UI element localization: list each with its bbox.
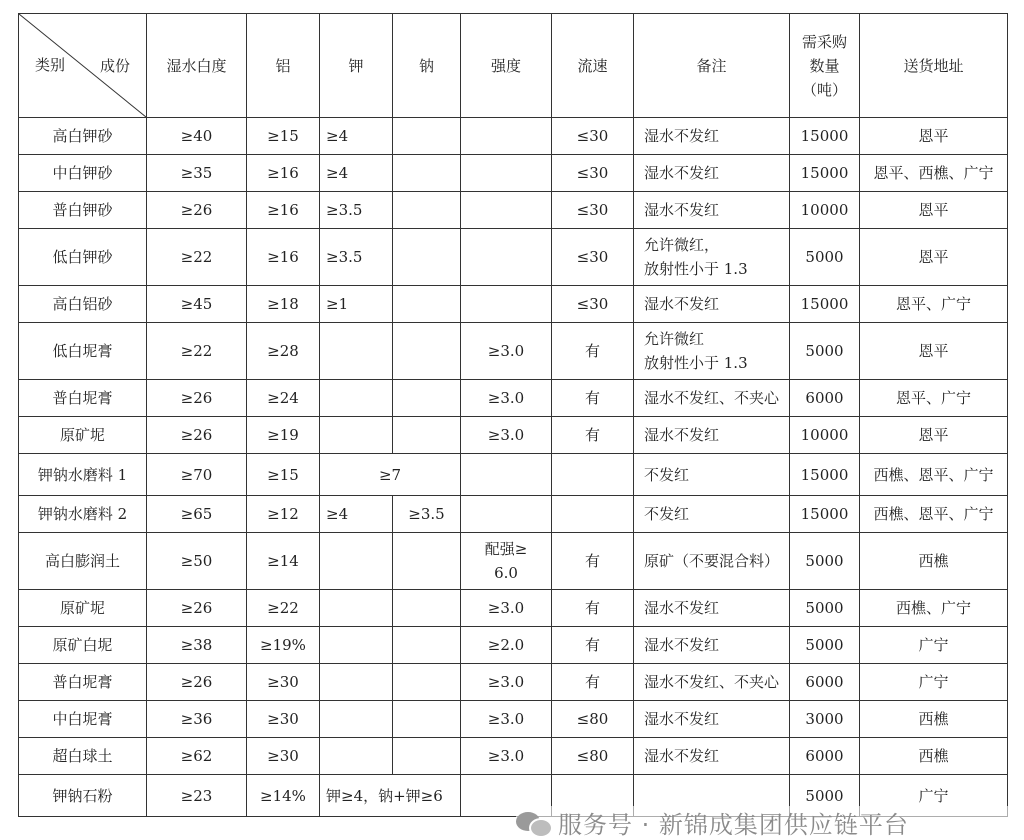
col-header-potassium: 钾 xyxy=(320,14,393,118)
strength-cell xyxy=(461,533,552,590)
address-cell: 广宁 xyxy=(860,664,1008,701)
category-cell: 钾钠石粉 xyxy=(19,775,147,817)
aluminum-cell: ≥30 xyxy=(247,664,320,701)
table-row xyxy=(19,533,1008,590)
strength-cell xyxy=(461,496,552,533)
sodium-cell xyxy=(393,627,461,664)
address-cell: 恩平 xyxy=(860,229,1008,286)
sodium-cell xyxy=(393,738,461,775)
col-header-whiteness: 湿水白度 xyxy=(147,14,247,118)
flow-cell: 有 xyxy=(552,380,634,417)
note-cell: 不发红 xyxy=(634,454,790,496)
category-cell: 普白坭膏 xyxy=(19,664,147,701)
whiteness-cell: ≥26 xyxy=(147,380,247,417)
aluminum-cell: ≥15 xyxy=(247,454,320,496)
wechat-icon xyxy=(516,809,550,837)
flow-cell: ≤30 xyxy=(552,155,634,192)
strength-cell-line1: 配强≥ xyxy=(484,540,528,558)
address-cell: 恩平、广宁 xyxy=(860,286,1008,323)
note-cell: 原矿（不要混合料） xyxy=(634,533,790,590)
corner-header-cell xyxy=(19,14,147,118)
potassium-cell: ≥4 xyxy=(320,496,393,533)
aluminum-cell: ≥18 xyxy=(247,286,320,323)
potassium-cell xyxy=(320,380,393,417)
category-cell: 普白坭膏 xyxy=(19,380,147,417)
table-row xyxy=(19,155,1008,192)
address-cell: 恩平、西樵、广宁 xyxy=(860,155,1008,192)
note-cell-line1: 允许微红 xyxy=(644,330,705,348)
note-cell: 不发红 xyxy=(634,496,790,533)
col-header-aluminum: 铝 xyxy=(247,14,320,118)
potassium-cell: ≥3.5 xyxy=(320,192,393,229)
aluminum-cell: ≥24 xyxy=(247,380,320,417)
aluminum-cell: ≥19 xyxy=(247,417,320,454)
quantity-cell: 5000 xyxy=(790,323,860,380)
quantity-cell: 15000 xyxy=(790,155,860,192)
whiteness-cell: ≥26 xyxy=(147,590,247,627)
quantity-cell: 5000 xyxy=(790,775,860,817)
aluminum-cell: ≥16 xyxy=(247,229,320,286)
sodium-cell xyxy=(393,590,461,627)
note-cell xyxy=(634,229,790,286)
table-row xyxy=(19,417,1008,454)
potassium-cell xyxy=(320,533,393,590)
strength-cell: ≥2.0 xyxy=(461,627,552,664)
table-row xyxy=(19,229,1008,286)
strength-cell-line2: 6.0 xyxy=(494,564,518,582)
sodium-cell xyxy=(393,417,461,454)
category-cell: 超白球土 xyxy=(19,738,147,775)
category-cell: 中白钾砂 xyxy=(19,155,147,192)
table-row xyxy=(19,380,1008,417)
category-cell: 原矿白坭 xyxy=(19,627,147,664)
sodium-cell xyxy=(393,664,461,701)
flow-cell: ≤80 xyxy=(552,701,634,738)
quantity-cell: 15000 xyxy=(790,118,860,155)
sodium-cell: ≥3.5 xyxy=(393,496,461,533)
table-row xyxy=(19,701,1008,738)
address-cell: 广宁 xyxy=(860,775,1008,817)
category-cell: 低白钾砂 xyxy=(19,229,147,286)
quantity-cell: 5000 xyxy=(790,533,860,590)
table-row xyxy=(19,454,1008,496)
quantity-cell: 6000 xyxy=(790,380,860,417)
aluminum-cell: ≥28 xyxy=(247,323,320,380)
flow-cell: 有 xyxy=(552,417,634,454)
aluminum-cell: ≥14 xyxy=(247,533,320,590)
category-cell: 原矿坭 xyxy=(19,590,147,627)
whiteness-cell: ≥26 xyxy=(147,192,247,229)
whiteness-cell: ≥38 xyxy=(147,627,247,664)
category-cell: 低白坭膏 xyxy=(19,323,147,380)
flow-cell: ≤30 xyxy=(552,286,634,323)
note-cell: 湿水不发红 xyxy=(634,192,790,229)
whiteness-cell: ≥23 xyxy=(147,775,247,817)
whiteness-cell: ≥50 xyxy=(147,533,247,590)
whiteness-cell: ≥22 xyxy=(147,323,247,380)
potassium-cell: ≥4 xyxy=(320,118,393,155)
sodium-cell xyxy=(393,155,461,192)
aluminum-cell: ≥22 xyxy=(247,590,320,627)
note-cell: 湿水不发红 xyxy=(634,286,790,323)
note-cell-line1: 允许微红， xyxy=(644,236,720,254)
aluminum-cell: ≥30 xyxy=(247,701,320,738)
aluminum-cell: ≥19% xyxy=(247,627,320,664)
strength-cell: ≥3.0 xyxy=(461,417,552,454)
strength-cell xyxy=(461,286,552,323)
address-cell: 西樵、恩平、广宁 xyxy=(860,454,1008,496)
address-cell: 广宁 xyxy=(860,627,1008,664)
note-cell: 湿水不发红 xyxy=(634,590,790,627)
table-row xyxy=(19,590,1008,627)
note-cell: 湿水不发红 xyxy=(634,738,790,775)
aluminum-cell: ≥16 xyxy=(247,155,320,192)
aluminum-cell: ≥12 xyxy=(247,496,320,533)
address-cell: 恩平 xyxy=(860,417,1008,454)
note-cell: 湿水不发红、不夹心 xyxy=(634,380,790,417)
col-header-sodium: 钠 xyxy=(393,14,461,118)
whiteness-cell: ≥36 xyxy=(147,701,247,738)
strength-cell: ≥3.0 xyxy=(461,738,552,775)
strength-cell xyxy=(461,155,552,192)
potassium-cell xyxy=(320,701,393,738)
quantity-cell: 5000 xyxy=(790,229,860,286)
quantity-cell: 3000 xyxy=(790,701,860,738)
flow-cell: ≤80 xyxy=(552,738,634,775)
sodium-cell xyxy=(393,701,461,738)
category-cell: 钾钠水磨料 2 xyxy=(19,496,147,533)
col-header-note: 备注 xyxy=(634,14,790,118)
quantity-cell: 5000 xyxy=(790,590,860,627)
potassium-sodium-cell: ≥7 xyxy=(320,454,461,496)
address-cell: 西樵、恩平、广宁 xyxy=(860,496,1008,533)
flow-cell: ≤30 xyxy=(552,192,634,229)
composition-label: 成份 xyxy=(99,57,130,75)
category-cell: 原矿坭 xyxy=(19,417,147,454)
strength-cell: ≥3.0 xyxy=(461,590,552,627)
sodium-cell xyxy=(393,229,461,286)
col-header-flow: 流速 xyxy=(552,14,634,118)
strength-cell xyxy=(461,229,552,286)
whiteness-cell: ≥70 xyxy=(147,454,247,496)
category-cell: 高白铝砂 xyxy=(19,286,147,323)
quantity-cell: 15000 xyxy=(790,454,860,496)
quantity-cell: 10000 xyxy=(790,192,860,229)
note-cell-line2: 放射性小于 1.3 xyxy=(644,354,748,372)
address-cell: 恩平 xyxy=(860,118,1008,155)
flow-cell: 有 xyxy=(552,533,634,590)
address-cell: 西樵 xyxy=(860,533,1008,590)
flow-cell xyxy=(552,496,634,533)
quantity-cell: 6000 xyxy=(790,738,860,775)
category-cell: 中白坭膏 xyxy=(19,701,147,738)
whiteness-cell: ≥26 xyxy=(147,664,247,701)
potassium-cell xyxy=(320,590,393,627)
whiteness-cell: ≥65 xyxy=(147,496,247,533)
strength-cell xyxy=(461,118,552,155)
category-cell: 高白钾砂 xyxy=(19,118,147,155)
note-cell-line2: 放射性小于 1.3 xyxy=(644,260,748,278)
flow-cell: 有 xyxy=(552,590,634,627)
strength-cell: ≥3.0 xyxy=(461,664,552,701)
strength-cell xyxy=(461,192,552,229)
sodium-cell xyxy=(393,286,461,323)
whiteness-cell: ≥45 xyxy=(147,286,247,323)
flow-cell: 有 xyxy=(552,664,634,701)
aluminum-cell: ≥15 xyxy=(247,118,320,155)
aluminum-cell: ≥16 xyxy=(247,192,320,229)
aluminum-cell: ≥30 xyxy=(247,738,320,775)
address-cell: 恩平 xyxy=(860,323,1008,380)
potassium-cell xyxy=(320,627,393,664)
strength-cell: ≥3.0 xyxy=(461,323,552,380)
potassium-sodium-cell: 钾≥4，钠+钾≥6 xyxy=(320,775,461,817)
whiteness-cell: ≥40 xyxy=(147,118,247,155)
address-cell: 西樵 xyxy=(860,738,1008,775)
note-cell: 湿水不发红 xyxy=(634,701,790,738)
category-cell: 高白膨润土 xyxy=(19,533,147,590)
col-header-quantity: 需采购数量（吨） xyxy=(790,14,860,118)
whiteness-cell: ≥22 xyxy=(147,229,247,286)
strength-cell: ≥3.0 xyxy=(461,701,552,738)
col-header-strength: 强度 xyxy=(461,14,552,118)
category-cell: 普白钾砂 xyxy=(19,192,147,229)
aluminum-cell: ≥14% xyxy=(247,775,320,817)
address-cell: 西樵、广宁 xyxy=(860,590,1008,627)
potassium-cell xyxy=(320,323,393,380)
table-row xyxy=(19,738,1008,775)
watermark-text: 服务号 · 新锦成集团供应链平台 xyxy=(558,811,909,839)
flow-cell: ≤30 xyxy=(552,118,634,155)
note-cell: 湿水不发红、不夹心 xyxy=(634,664,790,701)
table-row xyxy=(19,118,1008,155)
note-cell: 湿水不发红 xyxy=(634,155,790,192)
quantity-cell: 15000 xyxy=(790,496,860,533)
quantity-cell: 15000 xyxy=(790,286,860,323)
quantity-cell: 5000 xyxy=(790,627,860,664)
note-cell xyxy=(634,323,790,380)
potassium-cell xyxy=(320,738,393,775)
address-cell: 恩平、广宁 xyxy=(860,380,1008,417)
potassium-cell xyxy=(320,664,393,701)
sodium-cell xyxy=(393,192,461,229)
quantity-cell: 10000 xyxy=(790,417,860,454)
table-row xyxy=(19,627,1008,664)
whiteness-cell: ≥35 xyxy=(147,155,247,192)
sodium-cell xyxy=(393,323,461,380)
watermark xyxy=(516,806,1024,839)
flow-cell: ≤30 xyxy=(552,229,634,286)
note-cell: 湿水不发红 xyxy=(634,118,790,155)
category-label: 类别 xyxy=(35,56,66,74)
flow-cell xyxy=(552,454,634,496)
address-cell: 西樵 xyxy=(860,701,1008,738)
strength-cell: ≥3.0 xyxy=(461,380,552,417)
table-row xyxy=(19,286,1008,323)
sodium-cell xyxy=(393,118,461,155)
potassium-cell: ≥1 xyxy=(320,286,393,323)
address-cell: 恩平 xyxy=(860,192,1008,229)
whiteness-cell: ≥62 xyxy=(147,738,247,775)
table-row xyxy=(19,323,1008,380)
category-cell: 钾钠水磨料 1 xyxy=(19,454,147,496)
table-row xyxy=(19,192,1008,229)
col-header-address: 送货地址 xyxy=(860,14,1008,118)
flow-cell: 有 xyxy=(552,627,634,664)
potassium-cell: ≥3.5 xyxy=(320,229,393,286)
note-cell: 湿水不发红 xyxy=(634,627,790,664)
potassium-cell xyxy=(320,417,393,454)
note-cell: 湿水不发红 xyxy=(634,417,790,454)
potassium-cell: ≥4 xyxy=(320,155,393,192)
flow-cell: 有 xyxy=(552,323,634,380)
sodium-cell xyxy=(393,533,461,590)
whiteness-cell: ≥26 xyxy=(147,417,247,454)
table-row xyxy=(19,664,1008,701)
strength-cell xyxy=(461,454,552,496)
procurement-table xyxy=(18,13,1008,817)
quantity-cell: 6000 xyxy=(790,664,860,701)
table-row xyxy=(19,496,1008,533)
sodium-cell xyxy=(393,380,461,417)
